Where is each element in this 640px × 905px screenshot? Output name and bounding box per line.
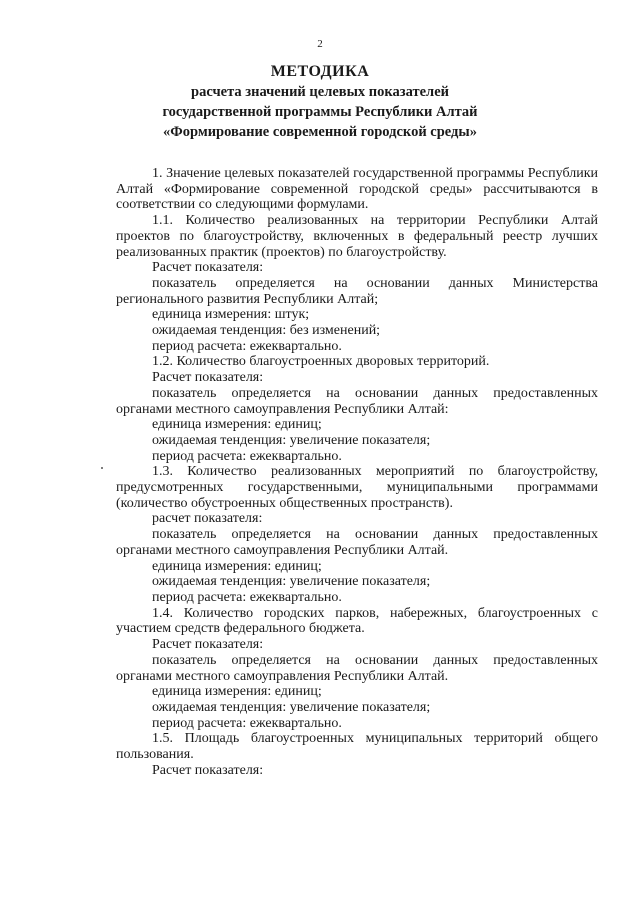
- paragraph: ожидаемая тенденция: увеличение показателя;: [152, 574, 431, 590]
- paragraph: Расчет показателя:: [152, 637, 264, 653]
- paragraph: Расчет показателя:: [152, 260, 264, 276]
- paragraph: показатель определяется на основании данных предоставленных органами местного самоуправления Республики Алтай.: [116, 527, 598, 558]
- paragraph: единица измерения: штук;: [152, 307, 310, 323]
- subtitle-line: расчета значений целевых показателей: [191, 84, 449, 100]
- paragraph: показатель определяется на основании данных предоставленных органами местного самоуправления Республики Алтай.: [116, 652, 598, 684]
- title-block: [0, 62, 640, 142]
- paragraph: 1. Значение целевых показателей государственной программы Республики Алтай «Формирование современной городской среды» рассчитываются в соответствии со следующими формулами.: [116, 166, 598, 213]
- paragraph: расчет показателя:: [152, 511, 263, 527]
- paragraph: период расчета: ежеквартально.: [152, 338, 342, 354]
- paragraph: показатель определяется на основании данных предоставленных органами местного самоуправления Республики Алтай:: [116, 385, 598, 417]
- subtitle-line: «Формирование современной городской среды»: [163, 124, 477, 140]
- paragraph: Расчет показателя:: [152, 370, 264, 386]
- paragraph: единица измерения: единиц;: [152, 684, 322, 700]
- paragraph: 1.4. Количество городских парков, набережных, благоустроенных с участием средств федерального бюджета.: [116, 605, 598, 637]
- paragraph: единица измерения: единиц;: [152, 558, 322, 574]
- paragraph: 1.2. Количество благоустроенных дворовых территорий.: [152, 354, 490, 370]
- paragraph: период расчета: ежеквартально.: [152, 715, 342, 731]
- paragraph: период расчета: ежеквартально.: [152, 589, 342, 605]
- page-number: 2: [317, 38, 323, 50]
- paragraph: ожидаемая тенденция: увеличение показателя;: [152, 432, 431, 448]
- paragraph: 1.3. Количество реализованных мероприятий по благоустройству, предусмотренных государственными, муниципальными программами (количество обустроенных общественных пространств).: [116, 464, 598, 511]
- paragraph: единица измерения: единиц;: [152, 417, 322, 433]
- paragraph: показатель определяется на основании данных Министерства регионального развития Республики Алтай;: [116, 275, 598, 307]
- paragraph: 1.5. Площадь благоустроенных муниципальных территорий общего пользования.: [116, 731, 598, 763]
- document-body: [116, 166, 598, 778]
- document-title: МЕТОДИКА: [270, 63, 370, 80]
- paragraph: Расчет показателя:: [152, 762, 264, 778]
- paragraph: ожидаемая тенденция: без изменений;: [152, 323, 381, 339]
- paragraph: 1.1. Количество реализованных на территории Республики Алтай проектов по благоустройству, включенных в федеральный реестр лучших реализованных практик (проектов) по благоустройству.: [116, 213, 598, 260]
- paragraph: ожидаемая тенденция: увеличение показателя;: [152, 699, 431, 715]
- margin-dot: [101, 467, 103, 469]
- subtitle-line: государственной программы Республики Алтай: [162, 104, 478, 120]
- paragraph: период расчета: ежеквартально.: [152, 448, 342, 464]
